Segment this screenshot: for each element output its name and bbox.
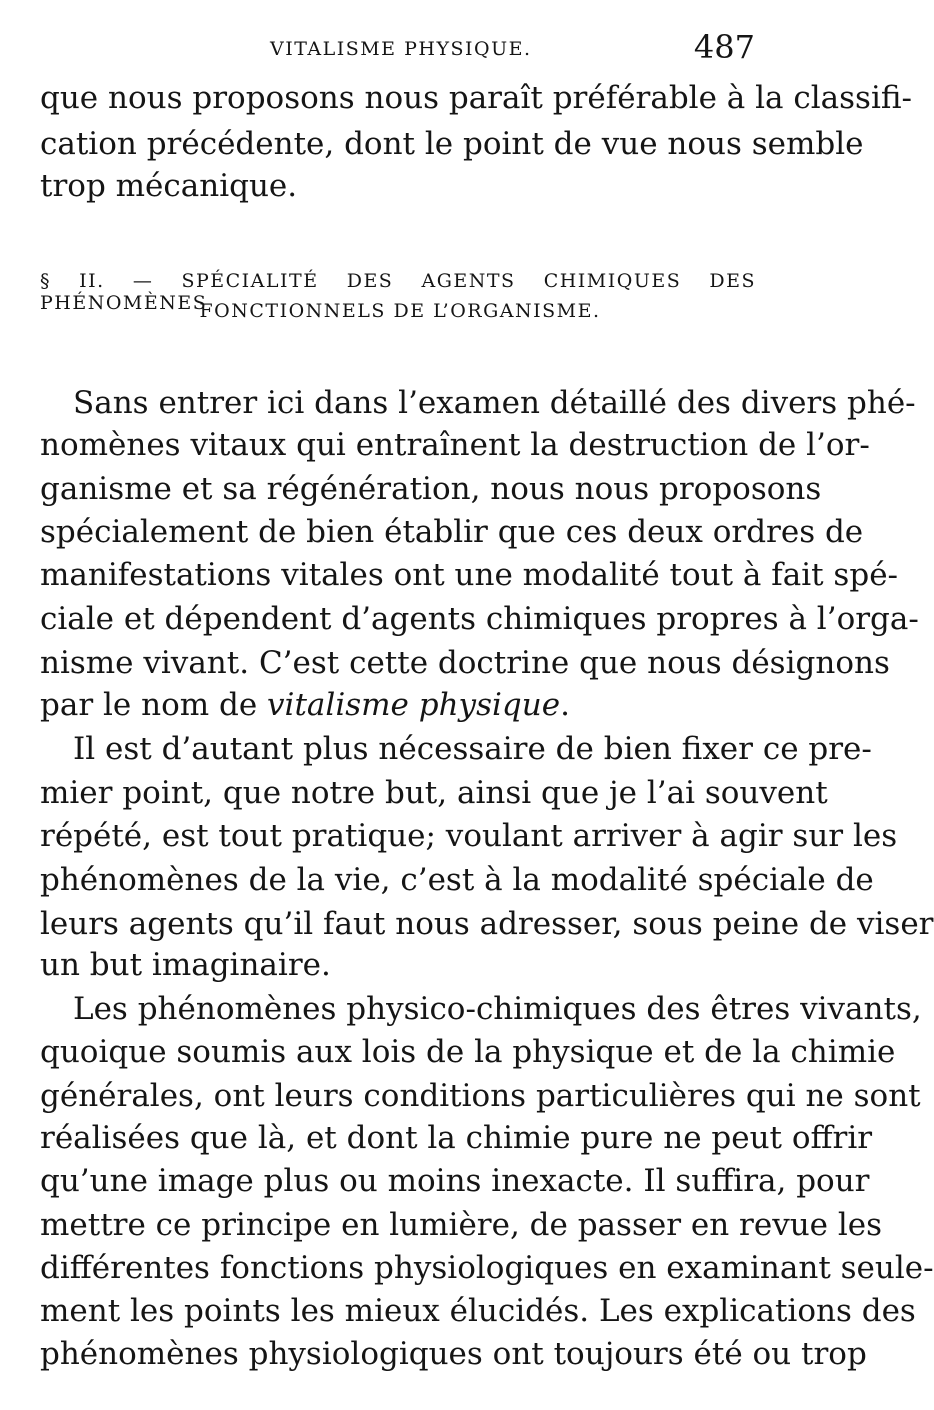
section-heading-line1: § II. — SPÉCIALITÉ DES AGENTS CHIMIQUES DES PHÉNOMÈNES	[40, 270, 756, 314]
text-line: trop mécanique.	[40, 168, 298, 204]
text-line: quoique soumis aux lois de la physique et de la chimie	[40, 1034, 896, 1070]
text-line: un but imaginaire.	[40, 947, 331, 983]
text-line: différentes fonctions physiologiques en examinant seule-	[40, 1250, 934, 1286]
text-line: répété, est tout pratique; voulant arriver à agir sur les	[40, 818, 898, 854]
text-line: ciale et dépendent d’agents chimiques propres à l’orga-	[40, 601, 919, 637]
text-line: phénomènes physiologiques ont toujours été ou trop	[40, 1336, 867, 1372]
text-line: manifestations vitales ont une modalité tout à fait spé-	[40, 557, 899, 593]
text-line: générales, ont leurs conditions particulières qui ne sont	[40, 1078, 921, 1114]
paragraph-first-line: Sans entrer ici dans l’examen détaillé des divers phé-	[73, 385, 916, 421]
text-fragment: par le nom de	[40, 687, 258, 723]
running-head: VITALISME PHYSIQUE.	[270, 38, 532, 60]
page-header	[40, 28, 755, 78]
text-line: mier point, que notre but, ainsi que je l’ai souvent	[40, 775, 828, 811]
text-line: ment les points les mieux élucidés. Les explications des	[40, 1293, 916, 1329]
text-line: que nous proposons nous paraît préférable à la classifi-	[40, 80, 913, 116]
text-line: ganisme et sa régénération, nous nous proposons	[40, 471, 822, 507]
text-line	[40, 685, 756, 725]
text-line: leurs agents qu’il faut nous adresser, sous peine de viser	[40, 906, 934, 942]
text-line: nisme vivant. C’est cette doctrine que nous désignons	[40, 645, 890, 681]
italic-term: vitalisme physique	[267, 687, 561, 723]
section-heading-line2: FONCTIONNELS DE L’ORGANISME.	[199, 300, 601, 322]
paragraph-first-line: Il est d’autant plus nécessaire de bien fixer ce pre-	[73, 731, 872, 767]
text-line: mettre ce principe en lumière, de passer en revue les	[40, 1207, 883, 1243]
page-number: 487	[693, 28, 755, 66]
paragraph-first-line: Les phénomènes physico-chimiques des êtres vivants,	[73, 991, 922, 1027]
text-line: qu’une image plus ou moins inexacte. Il suffira, pour	[40, 1163, 870, 1199]
text-line: nomènes vitaux qui entraînent la destruction de l’or-	[40, 427, 870, 463]
text-fragment: .	[560, 687, 570, 723]
text-line: réalisées que là, et dont la chimie pure ne peut offrir	[40, 1120, 873, 1156]
text-line: phénomènes de la vie, c’est à la modalité spéciale de	[40, 862, 874, 898]
text-line: cation précédente, dont le point de vue nous semble	[40, 126, 864, 162]
text-line: spécialement de bien établir que ces deux ordres de	[40, 514, 864, 550]
